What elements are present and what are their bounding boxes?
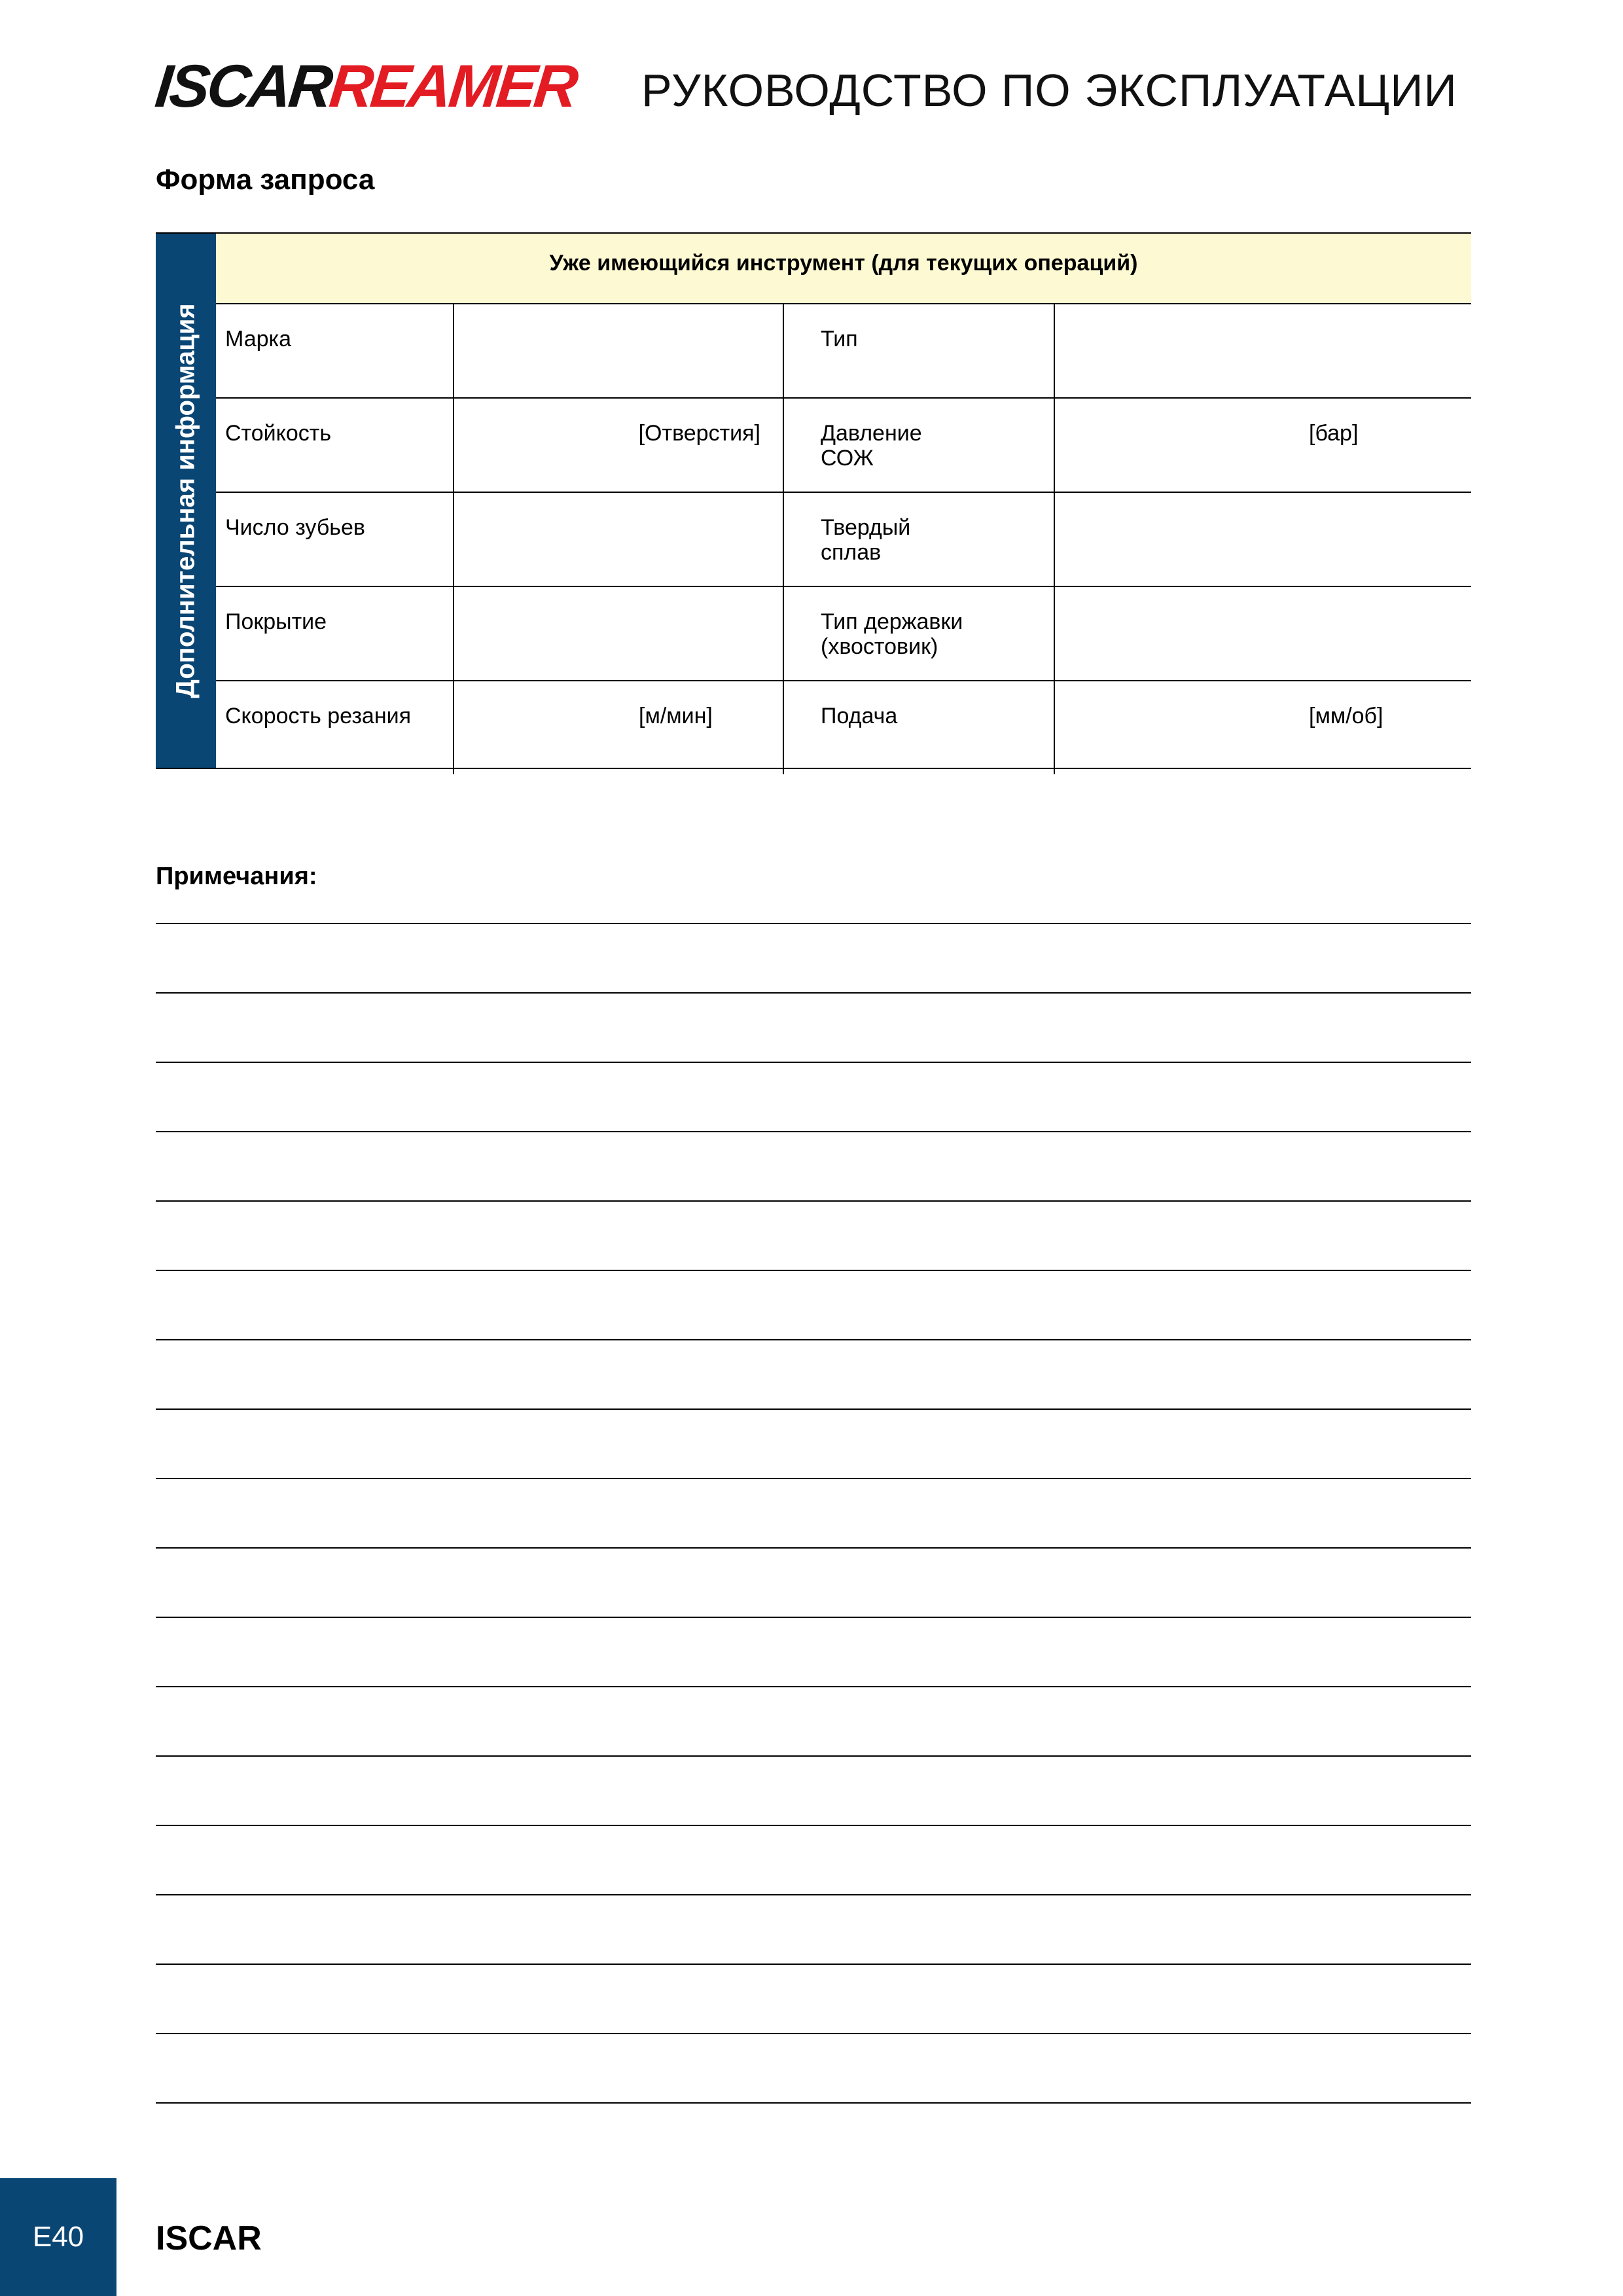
note-line[interactable]	[156, 1131, 1471, 1132]
row-label-cell	[216, 493, 454, 586]
row-label: Твердый сплав	[821, 515, 911, 565]
row-label-cell	[783, 304, 1055, 397]
row-label: Подача	[821, 704, 898, 728]
note-line[interactable]	[156, 1894, 1471, 1895]
form-row-coating	[216, 587, 1471, 681]
row-label-cell	[783, 493, 1055, 586]
row-label: Стойкость	[225, 421, 332, 446]
row-label-cell	[216, 304, 454, 397]
request-form-table	[156, 232, 1471, 769]
row-label-cell	[216, 399, 454, 492]
page-number-box	[0, 2178, 116, 2296]
footer-brand: ISCAR	[156, 2219, 262, 2257]
unit-label: [м/мин]	[639, 704, 713, 728]
form-row-cutting-speed	[216, 681, 1471, 774]
form-row-brand	[216, 304, 1471, 399]
side-label: Дополнительная информация	[171, 303, 200, 698]
row-label: Покрытие	[225, 609, 327, 634]
cutting-speed-input-field[interactable]	[453, 681, 784, 774]
row-label-cell	[216, 681, 454, 774]
note-line[interactable]	[156, 1547, 1471, 1549]
coating-input-field[interactable]	[453, 587, 784, 680]
unit-label: [бар]	[1309, 421, 1359, 446]
row-label-cell	[783, 587, 1055, 680]
iscar-reamer-logo	[152, 53, 579, 120]
row-label-cell	[216, 587, 454, 680]
form-row-teeth	[216, 493, 1471, 587]
note-line[interactable]	[156, 1270, 1471, 1271]
coolant-pressure-input-field[interactable]	[1054, 399, 1471, 492]
form-title: Форма запроса	[156, 164, 375, 196]
holder-type-input-field[interactable]	[1054, 587, 1471, 680]
row-label: Число зубьев	[225, 515, 365, 540]
logo-iscar-text: ISCAR	[152, 53, 334, 120]
page-number: E40	[32, 2221, 84, 2253]
type-input-field[interactable]	[1054, 304, 1471, 397]
row-label: Тип	[821, 327, 858, 351]
logo-reamer-text: REAMER	[326, 53, 579, 120]
side-bar	[156, 234, 216, 768]
note-line[interactable]	[156, 1686, 1471, 1687]
carbide-input-field[interactable]	[1054, 493, 1471, 586]
unit-label: [мм/об]	[1309, 704, 1383, 728]
note-line[interactable]	[156, 923, 1471, 924]
brand-input-field[interactable]	[453, 304, 784, 397]
note-line[interactable]	[156, 2102, 1471, 2104]
teeth-count-input-field[interactable]	[453, 493, 784, 586]
note-line[interactable]	[156, 1062, 1471, 1063]
feed-input-field[interactable]	[1054, 681, 1471, 774]
page-header-title: РУКОВОДСТВО ПО ЭКСПЛУАТАЦИИ	[641, 65, 1457, 116]
note-line[interactable]	[156, 1478, 1471, 1479]
note-line[interactable]	[156, 1964, 1471, 1965]
note-line[interactable]	[156, 1339, 1471, 1340]
notes-title: Примечания:	[156, 863, 317, 890]
form-row-tool-life	[216, 399, 1471, 493]
row-label: Марка	[225, 327, 292, 351]
row-label-cell	[783, 681, 1055, 774]
row-label: Давление СОЖ	[821, 421, 922, 471]
tool-life-input-field[interactable]	[453, 399, 784, 492]
note-line[interactable]	[156, 1755, 1471, 1757]
note-line[interactable]	[156, 992, 1471, 994]
note-line[interactable]	[156, 1825, 1471, 1826]
row-label-cell	[783, 399, 1055, 492]
row-label: Скорость резания	[225, 704, 412, 728]
row-label: Тип державки (хвостовик)	[821, 609, 963, 659]
section-header: Уже имеющийся инструмент (для текущих операций)	[216, 234, 1471, 304]
note-line[interactable]	[156, 1617, 1471, 1618]
unit-label: [Отверстия]	[638, 421, 760, 446]
note-line[interactable]	[156, 2033, 1471, 2034]
note-line[interactable]	[156, 1408, 1471, 1410]
note-line[interactable]	[156, 1200, 1471, 1202]
